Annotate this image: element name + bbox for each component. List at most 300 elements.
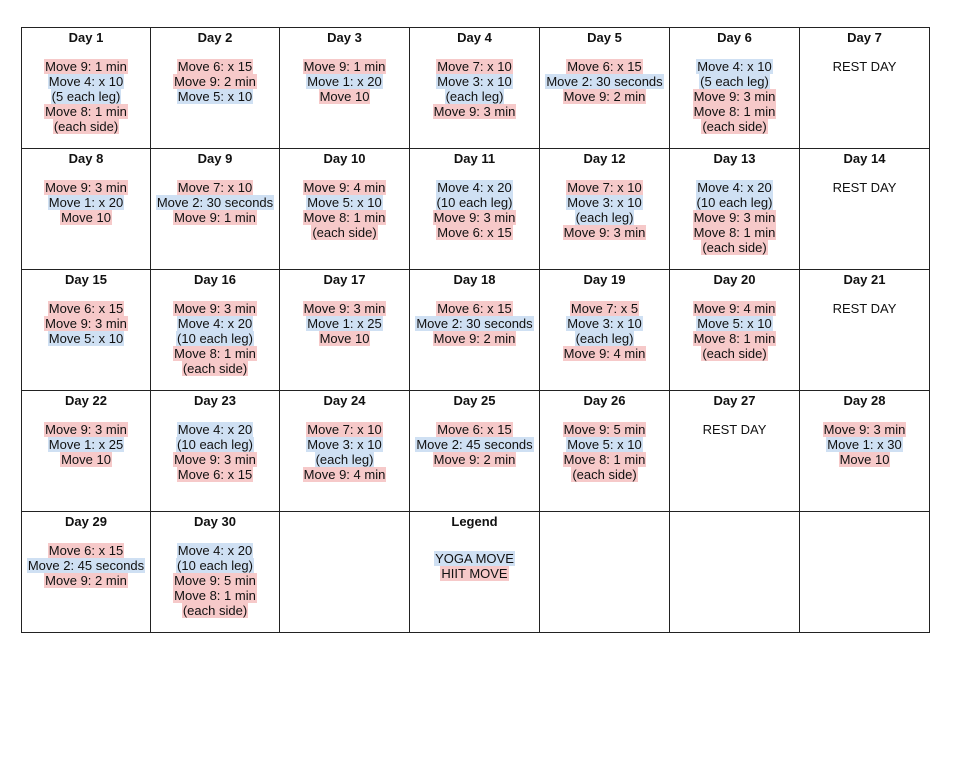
day-cell (410, 270, 540, 391)
exercise-line (22, 180, 150, 195)
day-cell (800, 270, 930, 391)
exercise-list (151, 422, 279, 482)
day-cell (800, 391, 930, 512)
yoga-move-text: Move 4: x 20 (177, 422, 253, 437)
hiit-move-text: Move 9: 2 min (174, 74, 256, 89)
day-title: Day 7 (847, 30, 882, 45)
exercise-list (151, 301, 279, 376)
exercise-line (151, 316, 279, 331)
day-cell (151, 391, 280, 512)
exercise-line (540, 225, 669, 240)
exercise-line (670, 422, 799, 437)
exercise-line (151, 361, 279, 376)
hiit-move-text: Move 9: 1 min (45, 59, 127, 74)
calendar-week-row (22, 391, 930, 512)
exercise-list (280, 422, 409, 482)
exercise-line (151, 301, 279, 316)
hiit-move-text: Move 8: 1 min (45, 104, 127, 119)
hiit-move-text: Move 6: x 15 (177, 59, 253, 74)
yoga-move-text: Move 2: 30 seconds (156, 195, 274, 210)
hiit-move-text: Move 6: x 15 (48, 543, 124, 558)
exercise-list (800, 59, 929, 74)
exercise-line (670, 180, 799, 195)
yoga-move-text: YOGA MOVE (435, 551, 514, 566)
exercise-line (151, 437, 279, 452)
exercise-list (410, 301, 539, 346)
hiit-move-text: Move 9: 3 min (45, 422, 127, 437)
hiit-move-text: Move 9: 5 min (174, 573, 256, 588)
exercise-line (22, 331, 150, 346)
day-title: Day 14 (843, 151, 886, 166)
hiit-move-text: Move 10 (319, 331, 370, 346)
day-cell (670, 391, 800, 512)
day-title: Day 2 (197, 30, 233, 45)
exercise-line (22, 452, 150, 467)
exercise-line (670, 346, 799, 361)
yoga-move-text: (each leg) (445, 89, 504, 104)
exercise-line (151, 588, 279, 603)
hiit-move-text: Move 8: 1 min (563, 452, 646, 467)
exercise-list (670, 422, 799, 437)
legend-cell (410, 512, 540, 633)
exercise-line (800, 59, 929, 74)
day-title: Day 16 (194, 272, 236, 287)
day-cell (151, 270, 280, 391)
day-title: Day 23 (194, 393, 236, 408)
exercise-line (22, 437, 150, 452)
exercise-line (540, 316, 669, 331)
exercise-line (151, 573, 279, 588)
day-cell (22, 28, 151, 149)
exercise-list (151, 543, 279, 618)
hiit-move-text: Move 6: x 15 (567, 59, 642, 74)
hiit-move-text: Move 10 (839, 452, 890, 467)
day-title: Day 15 (65, 272, 107, 287)
day-cell (410, 391, 540, 512)
yoga-move-text: Move 4: x 20 (697, 180, 772, 195)
day-title: Day 3 (327, 30, 362, 45)
exercise-line (410, 331, 539, 346)
hiit-move-text: HIIT MOVE (441, 566, 508, 581)
exercise-list (670, 59, 799, 134)
day-cell (670, 270, 800, 391)
exercise-line (670, 210, 799, 225)
hiit-move-text: Move 9: 3 min (45, 180, 127, 195)
exercise-line (670, 301, 799, 316)
calendar-week-row (22, 28, 930, 149)
yoga-move-text: (10 each leg) (177, 331, 253, 346)
exercise-line (280, 422, 409, 437)
hiit-move-text: Move 8: 1 min (303, 210, 386, 225)
exercise-line (280, 316, 409, 331)
hiit-move-text: Move 8: 1 min (174, 346, 256, 361)
day-cell (670, 28, 800, 149)
yoga-move-text: Move 5: x 10 (307, 195, 382, 210)
exercise-line (22, 210, 150, 225)
hiit-move-text: (each side) (572, 467, 637, 482)
yoga-move-text: Move 4: x 10 (697, 59, 772, 74)
empty-cell (800, 512, 930, 633)
rest-day-label: REST DAY (832, 301, 897, 316)
hiit-move-text: Move 9: 3 min (563, 225, 646, 240)
day-title: Day 5 (587, 30, 622, 45)
hiit-move-text: Move 9: 1 min (303, 59, 386, 74)
hiit-move-text: (each side) (702, 346, 767, 361)
hiit-move-text: Move 8: 1 min (174, 588, 256, 603)
exercise-line (540, 89, 669, 104)
day-title: Day 30 (194, 514, 236, 529)
hiit-move-text: Move 9: 5 min (563, 422, 646, 437)
day-title: Day 13 (713, 151, 756, 166)
day-title: Day 8 (68, 151, 104, 166)
day-cell (540, 149, 670, 270)
exercise-list (540, 422, 669, 482)
exercise-line (280, 467, 409, 482)
legend-entries (410, 551, 539, 581)
hiit-move-text: Move 9: 3 min (45, 316, 127, 331)
day-cell (280, 149, 410, 270)
hiit-move-text: Move 9: 4 min (303, 467, 386, 482)
day-cell (280, 391, 410, 512)
hiit-move-text: Move 6: x 15 (437, 225, 512, 240)
exercise-line (151, 467, 279, 482)
exercise-list (670, 301, 799, 361)
yoga-move-text: Move 4: x 20 (437, 180, 512, 195)
day-title: Day 9 (197, 151, 233, 166)
exercise-line (151, 452, 279, 467)
legend-title: Legend (451, 514, 498, 529)
legend-entry (410, 566, 539, 581)
hiit-move-text: Move 7: x 10 (307, 422, 382, 437)
calendar-week-row (22, 512, 930, 633)
exercise-line (670, 119, 799, 134)
yoga-move-text: Move 1: x 30 (827, 437, 902, 452)
hiit-move-text: Move 6: x 15 (177, 467, 253, 482)
exercise-line (151, 331, 279, 346)
exercise-line (410, 59, 539, 74)
hiit-move-text: Move 7: x 10 (437, 59, 512, 74)
exercise-list (800, 301, 929, 316)
hiit-move-text: Move 7: x 5 (570, 301, 639, 316)
day-cell (410, 149, 540, 270)
workout-calendar-table (21, 27, 930, 633)
yoga-move-text: (10 each leg) (436, 195, 513, 210)
hiit-move-text: Move 9: 1 min (174, 210, 256, 225)
yoga-move-text: Move 5: x 10 (567, 437, 642, 452)
exercise-line (280, 59, 409, 74)
exercise-line (22, 316, 150, 331)
exercise-line (151, 543, 279, 558)
exercise-list (280, 180, 409, 240)
hiit-move-text: (each side) (182, 361, 248, 376)
exercise-line (800, 452, 929, 467)
exercise-line (800, 301, 929, 316)
hiit-move-text: (each side) (182, 603, 248, 618)
day-title: Day 29 (65, 514, 107, 529)
hiit-move-text: (each side) (702, 119, 767, 134)
yoga-move-text: Move 5: x 10 (697, 316, 772, 331)
day-title: Day 1 (68, 30, 104, 45)
yoga-move-text: Move 5: x 10 (177, 89, 253, 104)
empty-cell (670, 512, 800, 633)
yoga-move-text: Move 4: x 20 (177, 543, 253, 558)
exercise-line (670, 331, 799, 346)
exercise-line (280, 331, 409, 346)
exercise-line (151, 422, 279, 437)
exercise-line (410, 195, 539, 210)
exercise-line (670, 195, 799, 210)
exercise-list (22, 422, 150, 467)
yoga-move-text: Move 1: x 25 (307, 316, 382, 331)
yoga-move-text: (10 each leg) (696, 195, 773, 210)
hiit-move-text: Move 9: 4 min (303, 180, 386, 195)
yoga-move-text: Move 1: x 25 (48, 437, 124, 452)
exercise-list (800, 180, 929, 195)
hiit-move-text: Move 10 (61, 452, 111, 467)
exercise-line (280, 180, 409, 195)
exercise-line (540, 437, 669, 452)
hiit-move-text: Move 6: x 15 (437, 301, 512, 316)
hiit-move-text: Move 9: 2 min (563, 89, 646, 104)
yoga-move-text: (each leg) (575, 210, 634, 225)
exercise-line (280, 225, 409, 240)
exercise-list (22, 543, 150, 588)
exercise-list (540, 180, 669, 240)
hiit-move-text: Move 9: 2 min (45, 573, 127, 588)
exercise-list (151, 59, 279, 104)
day-cell (540, 270, 670, 391)
day-title: Day 25 (453, 393, 496, 408)
exercise-list (670, 180, 799, 255)
hiit-move-text: (each side) (312, 225, 377, 240)
day-cell (22, 270, 151, 391)
legend-entry (410, 551, 539, 566)
exercise-line (151, 180, 279, 195)
day-cell (540, 391, 670, 512)
day-cell (800, 28, 930, 149)
day-cell (22, 391, 151, 512)
exercise-line (22, 89, 150, 104)
hiit-move-text: (each side) (702, 240, 767, 255)
exercise-list (540, 301, 669, 361)
hiit-move-text: Move 9: 3 min (174, 452, 256, 467)
exercise-list (410, 422, 539, 467)
day-title: Day 11 (453, 151, 496, 166)
hiit-move-text: Move 8: 1 min (693, 104, 776, 119)
hiit-move-text: Move 9: 4 min (563, 346, 646, 361)
exercise-line (280, 452, 409, 467)
exercise-line (670, 225, 799, 240)
yoga-move-text: Move 5: x 10 (48, 331, 124, 346)
day-title: Day 27 (713, 393, 756, 408)
hiit-move-text: (each side) (53, 119, 119, 134)
yoga-move-text: Move 4: x 20 (177, 316, 253, 331)
exercise-line (670, 240, 799, 255)
day-title: Day 22 (65, 393, 107, 408)
exercise-line (540, 210, 669, 225)
calendar-body (22, 28, 930, 633)
exercise-line (410, 437, 539, 452)
day-cell (670, 149, 800, 270)
day-title: Day 18 (453, 272, 496, 287)
day-title: Day 17 (323, 272, 366, 287)
exercise-line (410, 180, 539, 195)
exercise-line (151, 74, 279, 89)
exercise-line (22, 104, 150, 119)
hiit-move-text: Move 10 (319, 89, 370, 104)
hiit-move-text: Move 9: 3 min (693, 210, 776, 225)
exercise-list (22, 180, 150, 225)
exercise-list (22, 59, 150, 134)
yoga-move-text: Move 2: 30 seconds (546, 74, 663, 89)
yoga-move-text: (10 each leg) (177, 558, 253, 573)
exercise-line (540, 301, 669, 316)
exercise-line (670, 316, 799, 331)
yoga-move-text: Move 2: 45 seconds (27, 558, 145, 573)
exercise-line (540, 422, 669, 437)
calendar-week-row (22, 149, 930, 270)
exercise-line (410, 301, 539, 316)
hiit-move-text: Move 6: x 15 (48, 301, 124, 316)
exercise-line (410, 422, 539, 437)
day-title: Day 19 (583, 272, 626, 287)
hiit-move-text: Move 9: 3 min (693, 89, 776, 104)
exercise-line (540, 195, 669, 210)
day-title: Day 4 (457, 30, 492, 45)
day-cell (151, 28, 280, 149)
hiit-move-text: Move 8: 1 min (693, 331, 776, 346)
exercise-line (151, 89, 279, 104)
exercise-line (151, 210, 279, 225)
yoga-move-text: (5 each leg) (700, 74, 769, 89)
day-cell (280, 270, 410, 391)
yoga-move-text: Move 3: x 10 (307, 437, 382, 452)
exercise-line (540, 467, 669, 482)
day-title: Day 20 (713, 272, 756, 287)
empty-cell (280, 512, 410, 633)
yoga-move-text: Move 2: 45 seconds (416, 437, 533, 452)
yoga-move-text: Move 4: x 10 (48, 74, 124, 89)
exercise-line (280, 74, 409, 89)
exercise-line (410, 104, 539, 119)
day-title: Day 12 (583, 151, 626, 166)
exercise-line (670, 104, 799, 119)
yoga-move-text: (each leg) (575, 331, 634, 346)
exercise-list (22, 301, 150, 346)
exercise-line (280, 301, 409, 316)
exercise-line (22, 422, 150, 437)
exercise-line (540, 180, 669, 195)
exercise-line (540, 452, 669, 467)
exercise-line (410, 225, 539, 240)
empty-cell (540, 512, 670, 633)
hiit-move-text: Move 9: 3 min (303, 301, 386, 316)
exercise-list (800, 422, 929, 467)
exercise-line (540, 59, 669, 74)
exercise-line (410, 74, 539, 89)
exercise-list (280, 59, 409, 104)
exercise-line (410, 452, 539, 467)
rest-day-label: REST DAY (832, 180, 897, 195)
yoga-move-text: Move 1: x 20 (48, 195, 124, 210)
hiit-move-text: Move 9: 2 min (433, 331, 516, 346)
hiit-move-text: Move 10 (61, 210, 111, 225)
day-cell (800, 149, 930, 270)
exercise-line (151, 603, 279, 618)
exercise-list (410, 59, 539, 119)
hiit-move-text: Move 9: 4 min (693, 301, 776, 316)
exercise-line (22, 543, 150, 558)
exercise-line (22, 119, 150, 134)
day-title: Day 6 (717, 30, 752, 45)
yoga-move-text: (each leg) (315, 452, 374, 467)
exercise-list (410, 180, 539, 240)
yoga-move-text: (10 each leg) (177, 437, 253, 452)
yoga-move-text: Move 3: x 10 (567, 316, 642, 331)
day-title: Day 24 (323, 393, 366, 408)
day-cell (22, 149, 151, 270)
exercise-line (800, 422, 929, 437)
exercise-line (410, 210, 539, 225)
exercise-line (22, 301, 150, 316)
exercise-line (22, 558, 150, 573)
exercise-line (670, 74, 799, 89)
exercise-line (151, 59, 279, 74)
exercise-line (22, 573, 150, 588)
day-cell (151, 512, 280, 633)
hiit-move-text: Move 8: 1 min (693, 225, 776, 240)
day-title: Day 21 (843, 272, 886, 287)
day-title: Day 10 (323, 151, 366, 166)
day-cell (540, 28, 670, 149)
yoga-move-text: Move 3: x 10 (437, 74, 512, 89)
yoga-move-text: Move 1: x 20 (307, 74, 382, 89)
exercise-line (670, 59, 799, 74)
exercise-line (410, 316, 539, 331)
exercise-line (670, 89, 799, 104)
exercise-line (410, 89, 539, 104)
exercise-list (540, 59, 669, 104)
exercise-line (540, 346, 669, 361)
exercise-line (151, 346, 279, 361)
exercise-line (151, 558, 279, 573)
exercise-line (280, 210, 409, 225)
calendar-week-row (22, 270, 930, 391)
hiit-move-text: Move 9: 3 min (174, 301, 256, 316)
hiit-move-text: Move 7: x 10 (177, 180, 253, 195)
exercise-list (280, 301, 409, 346)
exercise-line (800, 437, 929, 452)
hiit-move-text: Move 9: 2 min (433, 452, 516, 467)
exercise-line (22, 195, 150, 210)
exercise-line (280, 195, 409, 210)
exercise-line (22, 74, 150, 89)
day-title: Day 28 (843, 393, 886, 408)
hiit-move-text: Move 9: 3 min (823, 422, 906, 437)
day-cell (22, 512, 151, 633)
yoga-move-text: Move 2: 30 seconds (416, 316, 533, 331)
day-title: Day 26 (583, 393, 626, 408)
hiit-move-text: Move 7: x 10 (567, 180, 642, 195)
hiit-move-text: Move 6: x 15 (437, 422, 512, 437)
rest-day-label: REST DAY (832, 59, 897, 74)
hiit-move-text: Move 9: 3 min (433, 104, 516, 119)
exercise-line (280, 437, 409, 452)
rest-day-label: REST DAY (702, 422, 767, 437)
exercise-line (800, 180, 929, 195)
day-cell (151, 149, 280, 270)
exercise-list (151, 180, 279, 225)
